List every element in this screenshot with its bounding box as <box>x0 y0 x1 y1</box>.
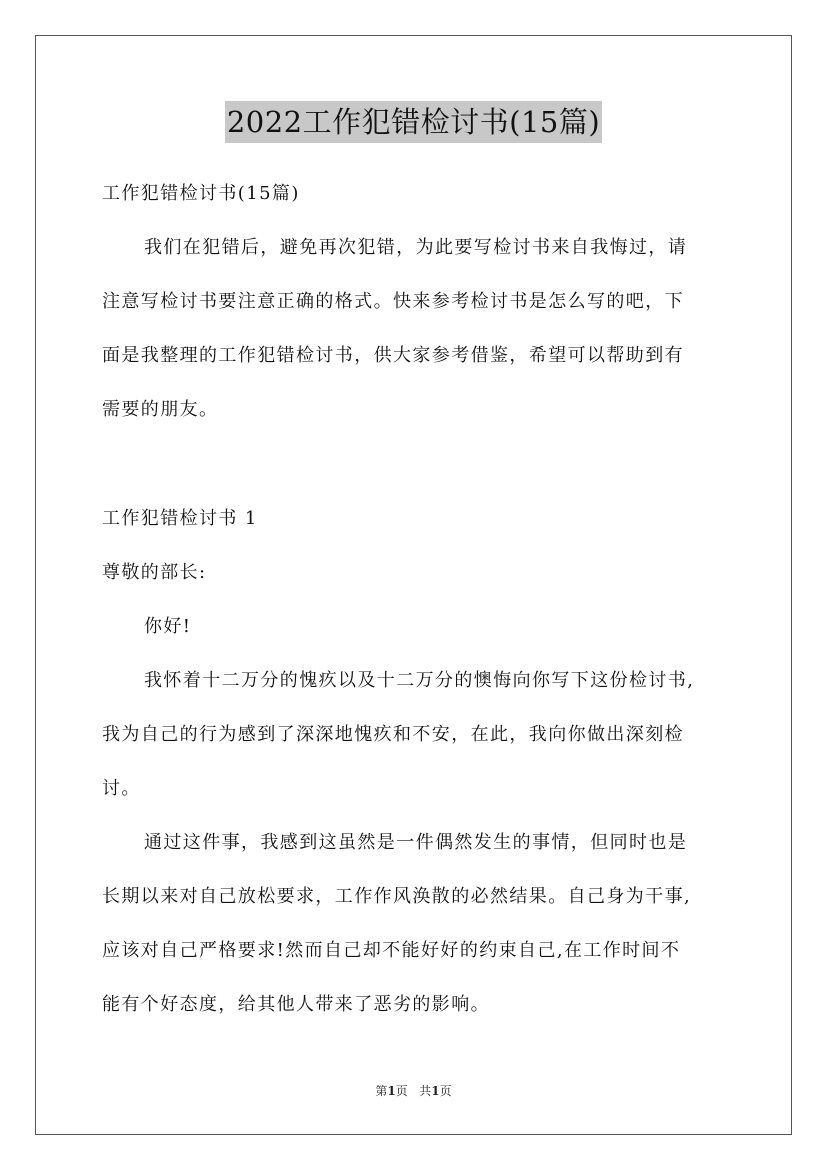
paragraph2-line-1: 通过这件事，我感到这虽然是一件偶然发生的事情，但同时也是 <box>144 832 688 853</box>
footer-page-prefix: 第 <box>375 1084 388 1098</box>
intro-line-4: 需要的朋友。 <box>102 399 219 420</box>
page-footer <box>0 1083 827 1099</box>
paragraph1-line-2: 我为自己的行为感到了深深地愧疚和不安，在此，我向你做出深刻检 <box>102 724 684 745</box>
paragraph2-line-2: 长期以来对自己放松要求，工作作风涣散的必然结果。自己身为干事, <box>102 886 692 907</box>
document-title: 2022工作犯错检讨书(15篇) <box>225 101 602 143</box>
intro-line-1: 我们在犯错后，避免再次犯错，为此要写检讨书来自我悔过，请 <box>144 237 688 258</box>
paragraph2-line-4: 能有个好态度，给其他人带来了恶劣的影响。 <box>102 994 490 1015</box>
paragraph2-line-3: 应该对自己严格要求!然而自己却不能好好的约束自己,在工作时间不 <box>102 940 681 961</box>
salutation: 尊敬的部长: <box>102 562 207 583</box>
footer-total-number: 1 <box>431 1084 440 1098</box>
greeting: 你好! <box>144 616 192 637</box>
footer-total-prefix: 共 <box>419 1084 432 1098</box>
footer-page-number: 1 <box>387 1084 396 1098</box>
footer-total-suffix: 页 <box>439 1084 452 1098</box>
section-heading: 工作犯错检讨书 1 <box>102 508 258 529</box>
intro-line-3: 面是我整理的工作犯错检讨书，供大家参考借鉴，希望可以帮助到有 <box>102 345 684 366</box>
title-container <box>0 101 827 143</box>
document-subtitle: 工作犯错检讨书(15篇) <box>102 183 300 204</box>
paragraph1-line-3: 讨。 <box>102 778 141 799</box>
intro-line-2: 注意写检讨书要注意正确的格式。快来参考检讨书是怎么写的吧，下 <box>102 291 684 312</box>
paragraph1-line-1: 我怀着十二万分的愧疚以及十二万分的懊悔向你写下这份检讨书, <box>144 670 695 691</box>
footer-page-suffix: 页 <box>395 1084 408 1098</box>
